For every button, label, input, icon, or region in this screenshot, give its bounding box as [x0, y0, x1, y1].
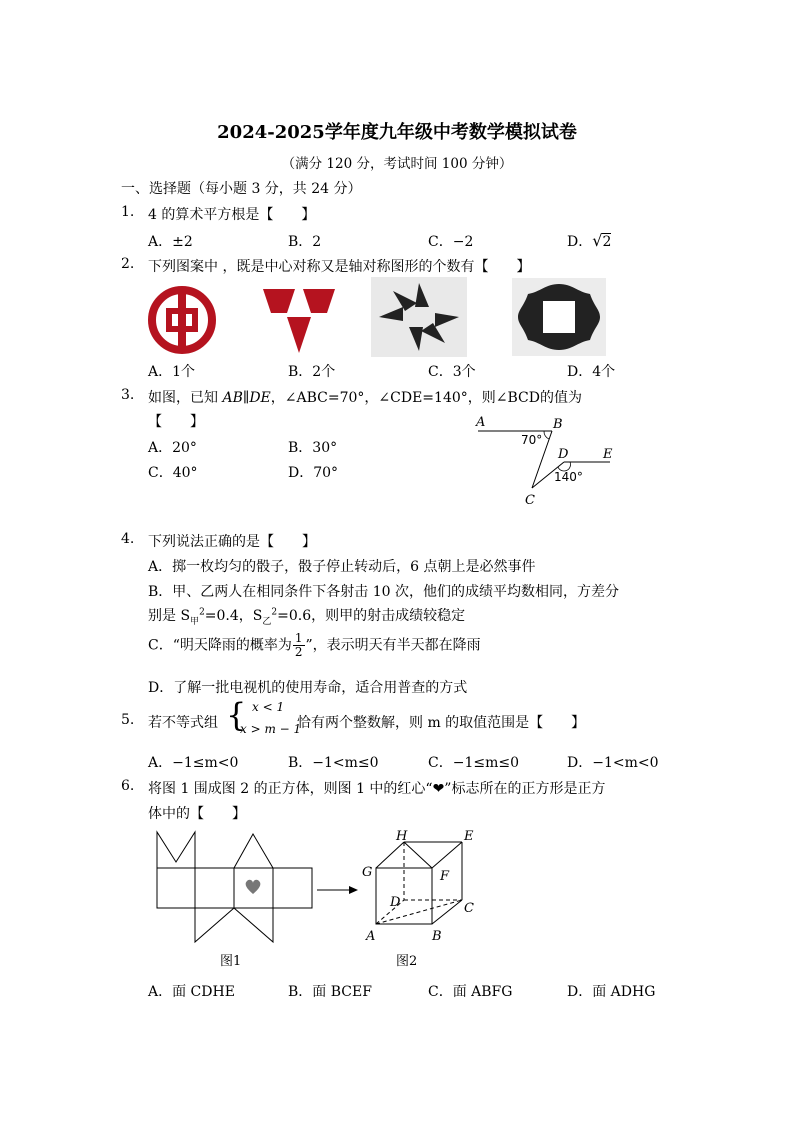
q6-option-a: A．面 CDHE — [148, 984, 235, 1000]
square-in-flower-pattern-image — [512, 278, 606, 356]
q4-stem: 下列说法正确的是【 】 — [148, 534, 316, 550]
q4-b-sub2: 乙 — [262, 616, 272, 627]
cube-label-d: D — [390, 895, 401, 910]
q5-option-c: C．−1≤m≤0 — [428, 755, 519, 771]
q1-option-c: C．−2 — [428, 234, 474, 250]
cube-label-f: F — [440, 869, 450, 884]
q3-label-a: A — [476, 415, 486, 430]
q4-b-s2: =0.4，S — [204, 608, 263, 624]
q4-option-b-line1: B．甲、乙两人在相同条件下各射击 10 次，他们的成绩平均数相同，方差分 — [148, 584, 620, 600]
four-pointed-star-pattern-image — [371, 277, 467, 357]
q3-stem-prefix: 如图，已知 — [148, 390, 223, 406]
q3-bracket: 【 】 — [148, 414, 204, 430]
q5-option-d: D．−1<m<0 — [567, 755, 659, 771]
q1-number: 1. — [121, 204, 135, 220]
q4-number: 4. — [121, 531, 135, 547]
q3-label-e: E — [603, 447, 613, 462]
q3-stem-sep1: ， — [270, 390, 285, 406]
arrow-right-icon — [315, 880, 360, 900]
q5-number: 5. — [121, 712, 135, 728]
q3-label-c: C — [525, 493, 535, 508]
q6-fig1-caption: 图1 — [220, 954, 242, 969]
cube-label-h: H — [396, 829, 408, 844]
cube-label-c: C — [464, 901, 474, 916]
q4-b-s1: 别是 S — [148, 608, 191, 624]
q6-net-figure — [150, 828, 320, 948]
section-heading: 一、选择题（每小题 3 分，共 24 分） — [121, 181, 362, 197]
q4-c-denominator: 2 — [294, 645, 303, 659]
q3-option-d: D．70° — [288, 465, 339, 481]
q3-stem: 如图，已知 AB∥DE，∠ABC=70°，∠CDE=140°，则∠BCD的值为 — [148, 390, 582, 406]
q2-option-b: B．2个 — [288, 364, 336, 380]
q6-fig2-caption: 图2 — [396, 954, 418, 969]
q3-angle-140: 140° — [554, 470, 583, 484]
q6-stem-line2: 体中的【 】 — [148, 806, 246, 822]
cube-label-e: E — [464, 829, 474, 844]
q3-angle-70: 70° — [521, 433, 543, 447]
q2-option-c: C．3个 — [428, 364, 476, 380]
q6-number: 6. — [121, 778, 135, 794]
q3-stem-bcd: 则∠BCD — [481, 390, 540, 406]
q4-option-d: D．了解一批电视机的使用寿命，适合用普查的方式 — [148, 680, 468, 696]
q3-option-c: C．40° — [148, 465, 198, 481]
exam-subtitle: （满分 120 分，考试时间 100 分钟） — [281, 156, 513, 172]
q4-b-s3: =0.6，则甲的射击成绩较稳定 — [277, 608, 466, 624]
q1-option-d: D．√2 — [567, 231, 612, 250]
q4-c-post: ”，表示明天有半天都在降雨 — [305, 637, 481, 654]
q2-number: 2. — [121, 256, 135, 272]
q5-option-a: A．−1≤m<0 — [148, 755, 239, 771]
q3-label-b: B — [553, 417, 563, 432]
q4-option-b-line2: 别是 $S_甲^2=0.4$，$S_乙^2=0.6$，则甲的射击成绩较稳定 — [148, 607, 466, 627]
q3-stem-ab: AB∥DE — [222, 390, 271, 406]
q1-option-a: A．±2 — [148, 234, 193, 250]
q2-stem: 下列图案中 ，既是中心对称又是轴对称图形的个数有【 】 — [148, 259, 531, 275]
q4-option-c — [148, 632, 481, 659]
q3-option-a: A．20° — [148, 440, 197, 456]
q2-option-d: D．4个 — [567, 364, 616, 380]
q5-inequality-1: x < 1 — [252, 700, 285, 714]
q4-c-numerator: 1 — [294, 631, 303, 645]
q4-b-sub1: 甲 — [190, 616, 200, 627]
q5-stem-post: 恰有两个整数解，则 m 的取值范围是【 】 — [297, 715, 586, 731]
q3-geometry-figure — [470, 410, 620, 510]
q1-sqrt-radicand: 2 — [602, 234, 612, 250]
q4-c-fraction — [293, 632, 305, 659]
q6-cube-figure — [358, 826, 488, 950]
cube-label-b: B — [432, 929, 442, 944]
exam-title: 2024-2025学年度九年级中考数学模拟试卷 — [217, 122, 577, 143]
q4-option-a: A．掷一枚均匀的骰子，骰子停止转动后，6 点朝上是必然事件 — [148, 559, 536, 575]
q3-stem-tail: 的值为 — [539, 390, 582, 406]
mitsubishi-logo-image — [261, 287, 337, 355]
cube-label-a: A — [366, 929, 376, 944]
cube-label-g: G — [362, 865, 373, 880]
q1-stem: 4 的算术平方根是【 】 — [148, 207, 316, 223]
bank-of-china-logo-image — [147, 285, 217, 355]
q3-stem-abc: ∠ABC=70° — [284, 390, 365, 406]
q3-number: 3. — [121, 387, 135, 403]
q5-inequality-2: x > m − 1 — [240, 722, 302, 736]
q6-stem-line1: 将图 1 围成图 2 的正方体，则图 1 中的红心“❤”标志所在的正方形是正方 — [148, 781, 606, 797]
q3-option-b: B．30° — [288, 440, 338, 456]
q4-c-pre: C．“明天降雨的概率为 — [148, 637, 292, 654]
q6-option-d: D．面 ADHG — [567, 984, 656, 1000]
q3-stem-cde: ∠CDE=140° — [378, 390, 468, 406]
heart-icon — [246, 880, 261, 894]
q6-option-b: B．面 BCEF — [288, 984, 372, 1000]
q6-option-c: C．面 ABFG — [428, 984, 513, 1000]
q1-option-d-label: D． — [567, 234, 593, 250]
q2-option-a: A．1个 — [148, 364, 196, 380]
q3-label-d: D — [558, 447, 569, 462]
q5-brace: { — [226, 696, 247, 734]
q5-option-b: B．−1<m≤0 — [288, 755, 379, 771]
q5-stem-pre: 若不等式组 — [148, 715, 218, 731]
q1-option-b: B．2 — [288, 234, 322, 250]
